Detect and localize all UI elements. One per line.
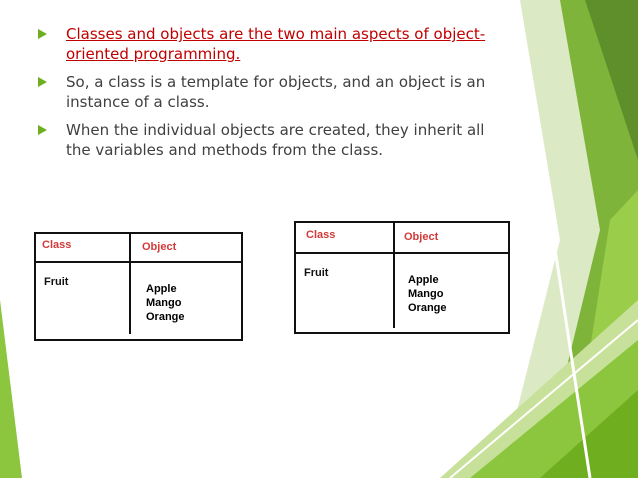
object-list xyxy=(146,282,185,324)
table-header-divider xyxy=(296,252,508,254)
bullet-text[interactable]: Classes and objects are the two main aspects of object-oriented programming. xyxy=(66,25,486,63)
bullet-arrow-icon xyxy=(38,29,47,39)
class-object-table-left xyxy=(34,232,243,341)
bullet-text: When the individual objects are created, they inherit all the variables and methods from the class. xyxy=(66,121,485,159)
object-list xyxy=(408,273,447,315)
bullet-item xyxy=(38,120,488,160)
bullet-list xyxy=(38,24,488,168)
bullet-text: So, a class is a template for objects, and an object is an instance of a class. xyxy=(66,73,486,111)
class-header: Class xyxy=(42,239,72,251)
left-green-strip xyxy=(0,300,22,478)
table-column-divider xyxy=(129,234,131,334)
object-item: Apple xyxy=(408,274,439,286)
object-item: Mango xyxy=(146,297,182,309)
object-item: Orange xyxy=(146,311,185,323)
object-item: Orange xyxy=(408,302,447,314)
object-header: Object xyxy=(404,231,439,243)
bullet-arrow-icon xyxy=(38,125,47,135)
table-header-divider xyxy=(36,261,241,263)
class-value: Fruit xyxy=(44,276,69,288)
object-item: Mango xyxy=(408,288,444,300)
bullet-arrow-icon xyxy=(38,77,47,87)
object-header: Object xyxy=(142,241,177,253)
class-object-table-right xyxy=(294,221,510,334)
bullet-item xyxy=(38,72,488,112)
table-column-divider xyxy=(393,223,395,328)
class-header: Class xyxy=(306,229,336,241)
bullet-item xyxy=(38,24,488,64)
class-value: Fruit xyxy=(304,267,329,279)
object-item: Apple xyxy=(146,283,177,295)
